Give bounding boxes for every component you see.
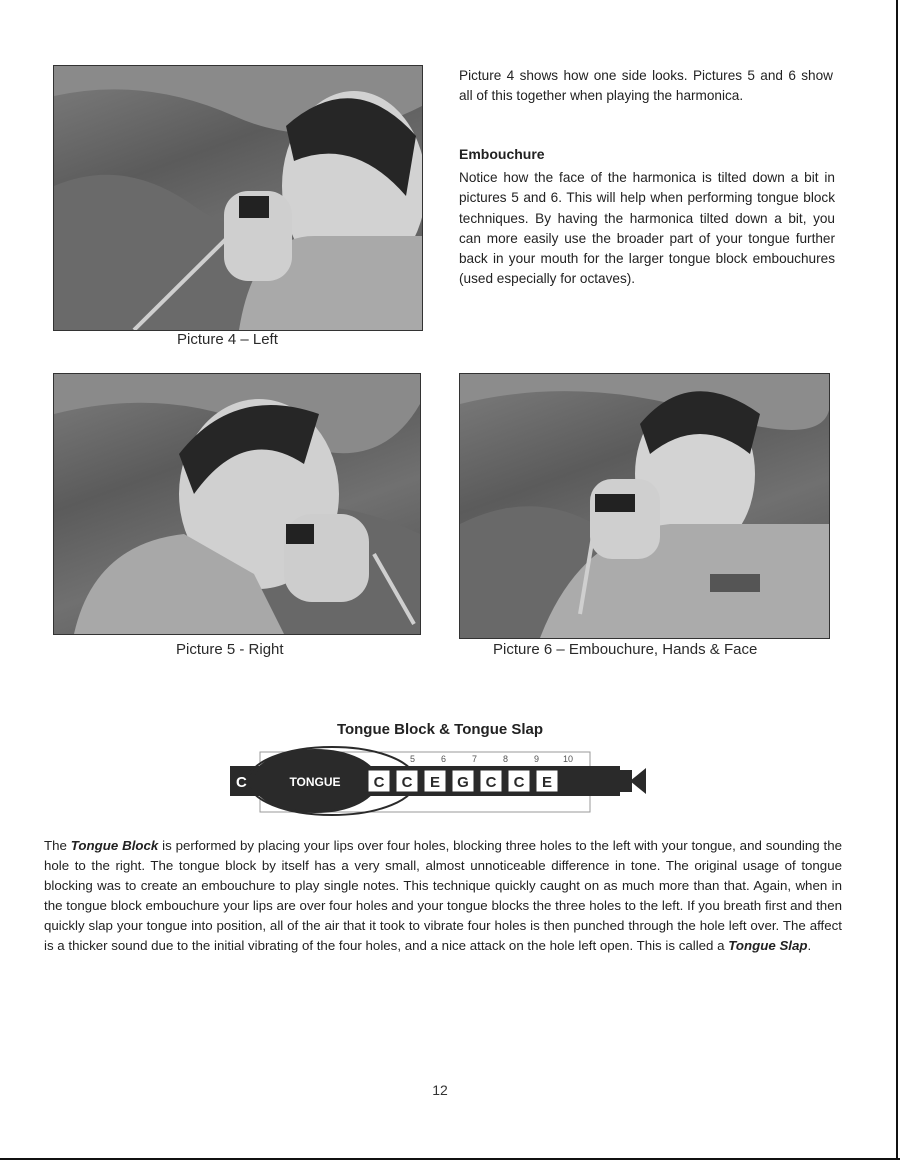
term-tongue-block: Tongue Block xyxy=(70,838,159,853)
embouchure-paragraph: Notice how the face of the harmonica is tilted down a bit in pictures 5 and 6. This will help when performing tongue block techniques. By having the harmonica tilted down a bit, you can more easily use the broader part of your tongue further back in your mouth for the larger tongue block embouchures (used especially for octaves). xyxy=(459,170,835,287)
page-number: 12 xyxy=(432,1082,448,1098)
note-label: G xyxy=(457,774,469,791)
intro-paragraph: Picture 4 shows how one side looks. Pictures 5 and 6 show all of this together when playing the harmonica. xyxy=(459,68,833,104)
picture-4-caption: Picture 4 – Left xyxy=(177,331,278,348)
picture-6-caption: Picture 6 – Embouchure, Hands & Face xyxy=(493,641,758,658)
tongue-block-paragraph xyxy=(44,836,842,957)
hole-number-7: 7 xyxy=(472,754,478,764)
page-edge xyxy=(896,0,898,1160)
note-label: C xyxy=(401,774,413,791)
hole-number-9: 9 xyxy=(534,754,540,764)
embouchure-heading: Embouchure xyxy=(459,146,545,162)
note-holes xyxy=(368,770,558,792)
hole-number-10: 10 xyxy=(563,754,574,764)
hole-number-6: 6 xyxy=(441,754,447,764)
harmonica-mouthpiece-tip xyxy=(630,768,646,794)
hole-number-8: 8 xyxy=(503,754,509,764)
note-label: E xyxy=(541,774,553,791)
harmonica-diagram-title: Tongue Block & Tongue Slap xyxy=(336,721,544,738)
paragraph-lead: The xyxy=(44,838,71,853)
picture-4-photo xyxy=(53,65,423,331)
term-tongue-slap: Tongue Slap xyxy=(728,938,808,954)
tongue-label: TONGUE xyxy=(289,775,341,789)
note-label: E xyxy=(429,774,441,791)
note-label: C xyxy=(513,774,525,791)
paragraph-end: . xyxy=(807,938,812,954)
note-label: C xyxy=(485,774,497,791)
hole-number-5: 5 xyxy=(410,754,416,764)
picture-6-photo xyxy=(459,373,830,639)
harmonica-key-label: C xyxy=(236,774,247,791)
note-label: C xyxy=(373,774,385,791)
harmonica-end-cap xyxy=(618,770,632,792)
picture-5-photo xyxy=(53,373,421,635)
picture-5-caption: Picture 5 - Right xyxy=(176,641,284,658)
paragraph-body: is performed by placing your lips over four holes, blocking three holes to the left with your tongue, and sounding the hole to the right. The tongue block by itself has a very small, almost unnoticeable difference in tone. The original usage of tongue blocking was to create an embouchure to play single notes. This technique quickly caught on as much more than that. Again, when in the tongue block embouchure your lips are over four holes and your tongue blocks the three holes to the left. If you breath first and then quickly slap your tongue into position, all of the air that it took to vibrate four holes is then punched through the hole left over. The affect is a thicker sound due to the initial vibrating of the four holes, and a nice attack on the hole left open. This is called a xyxy=(44,838,842,954)
harmonica-diagram xyxy=(220,744,660,824)
